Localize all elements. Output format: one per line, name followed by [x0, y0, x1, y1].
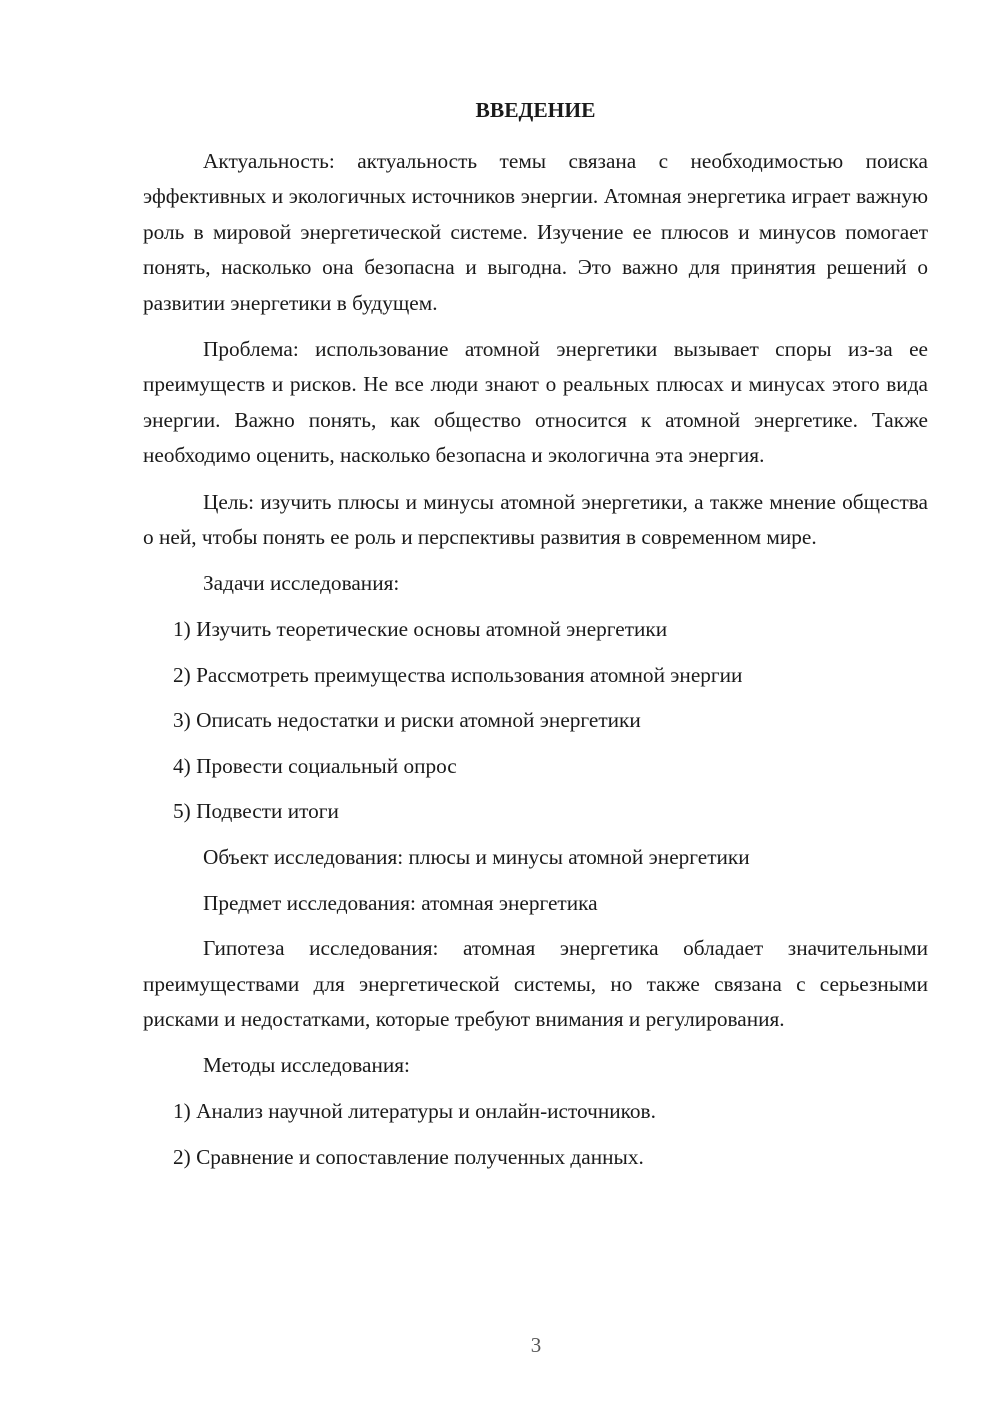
paragraph-subject: Предмет исследования: атомная энергетика — [203, 890, 598, 915]
list-item: 3) Описать недостатки и риски атомной энергетики — [173, 708, 641, 733]
tasks-list — [143, 612, 928, 829]
list-item: 2) Рассмотреть преимущества использования атомной энергии — [173, 662, 743, 687]
list-item: 2) Сравнение и сопоставление полученных данных. — [173, 1144, 644, 1169]
paragraph-hypothesis: Гипотеза исследования: атомная энергетика обладает значительными преимуществами для энергетической системы, но также связана с серьезными рисками и недостатками, которые требуют внимания и регулирования. — [143, 936, 928, 1032]
paragraph-problem: Проблема: использование атомной энергетики вызывает споры из-за ее преимуществ и рисков. Не все люди знают о реальных плюсах и минусах этого вида энергии. Важно понять, как общество относится к атомной энергетике. Также необходимо оценить, насколько безопасна и экологична эта энергия. — [143, 337, 928, 468]
page-title: ВВЕДЕНИЕ — [475, 98, 596, 122]
list-item: 1) Анализ научной литературы и онлайн-источников. — [173, 1099, 656, 1124]
paragraph-relevance: Актуальность: актуальность темы связана с необходимостью поиска эффективных и экологичных источников энергии. Атомная энергетика играет важную роль в мировой энергетической системе. Изучение ее плюсов и минусов помогает понять, насколько она безопасна и выгодна. Это важно для принятия решений о развитии энергетики в будущем. — [143, 149, 928, 315]
document-page — [143, 94, 928, 1185]
page-number: 3 — [530, 1333, 542, 1357]
list-item: 5) Подвести итоги — [173, 799, 339, 824]
methods-list — [143, 1094, 928, 1175]
list-item: 1) Изучить теоретические основы атомной энергетики — [173, 617, 668, 642]
paragraph-object: Объект исследования: плюсы и минусы атомной энергетики — [203, 845, 750, 870]
methods-heading: Методы исследования: — [203, 1053, 410, 1078]
paragraph-goal: Цель: изучить плюсы и минусы атомной энергетики, а также мнение общества о ней, чтобы понять ее роль и перспективы развития в современном мире. — [143, 489, 928, 550]
tasks-heading: Задачи исследования: — [203, 571, 400, 596]
list-item: 4) Провести социальный опрос — [173, 753, 457, 778]
